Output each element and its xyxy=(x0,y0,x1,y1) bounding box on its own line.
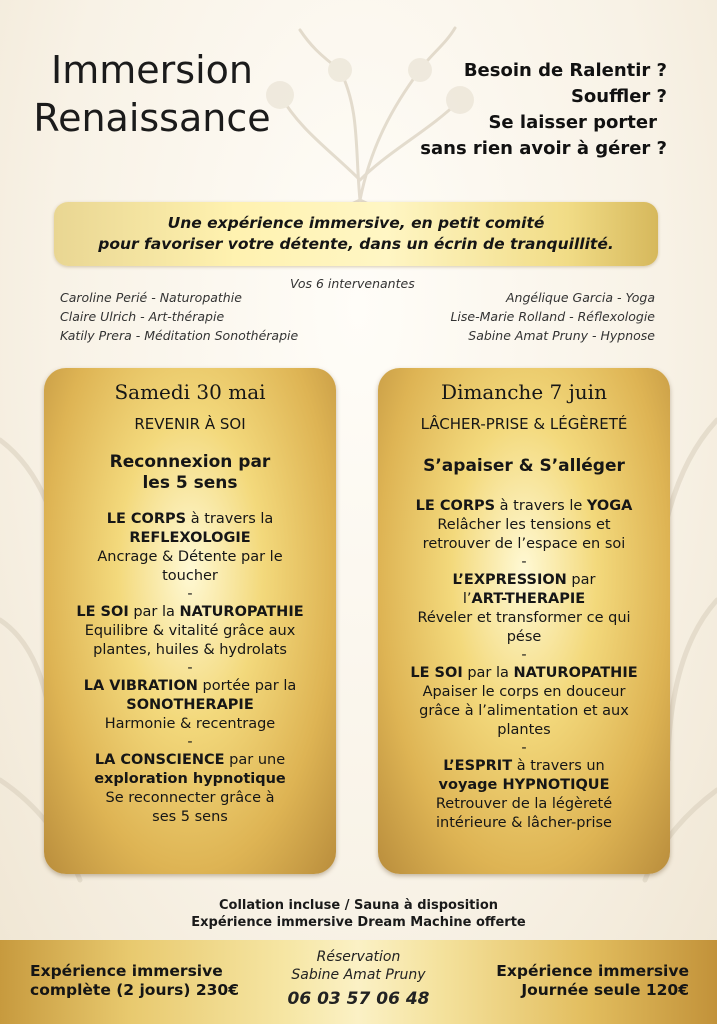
activity-block xyxy=(378,664,670,740)
activity-text: l’ xyxy=(462,591,472,607)
activity-title: L’ESPRIT xyxy=(443,758,513,774)
activity-block xyxy=(44,510,336,586)
separator: - xyxy=(187,734,193,750)
activity-block xyxy=(44,603,336,660)
phone-number[interactable]: 06 03 57 06 48 xyxy=(287,989,430,1009)
speaker-item: Sabine Amat Pruny - Hypnose xyxy=(468,328,655,343)
separator: - xyxy=(521,740,527,756)
activity-discipline: exploration hypnotique xyxy=(94,771,286,787)
reservation-name: Sabine Amat Pruny xyxy=(291,967,426,983)
price-full-line-2: complète (2 jours) 230€ xyxy=(30,981,239,999)
activity-desc: plantes xyxy=(497,722,551,738)
activity-text: par la xyxy=(128,604,180,620)
activity-desc: retrouver de l’espace en soi xyxy=(422,536,626,552)
day1-card xyxy=(44,368,336,874)
footer-note-2: Expérience immersive Dream Machine offerte xyxy=(191,915,526,930)
separator: - xyxy=(521,647,527,663)
activity-text: à travers la xyxy=(186,511,274,527)
activity-desc: Relâcher les tensions et xyxy=(437,517,611,533)
activity-block xyxy=(44,677,336,734)
activity-desc: Equilibre & vitalité grâce aux xyxy=(84,623,296,639)
activity-text: par xyxy=(566,572,596,588)
speaker-item: Claire Ulrich - Art-thérapie xyxy=(60,309,225,324)
activity-title: LE SOI xyxy=(410,665,463,681)
activity-title: LE CORPS xyxy=(106,511,187,527)
activity-desc: grâce à l’alimentation et aux xyxy=(419,703,629,719)
day1-headline-line-1: Reconnexion par xyxy=(109,452,271,472)
day1-activities xyxy=(44,510,336,827)
activity-text: à travers le xyxy=(495,498,587,514)
reservation-label: Réservation xyxy=(316,949,401,965)
questions-block xyxy=(347,58,667,162)
speaker-item: Lise-Marie Rolland - Réflexologie xyxy=(450,309,655,324)
activity-desc: pése xyxy=(506,629,542,645)
speakers-list-right xyxy=(450,288,655,345)
activity-block xyxy=(378,571,670,647)
activity-title: LA VIBRATION xyxy=(83,678,198,694)
activity-text: à travers un xyxy=(512,758,605,774)
activity-title: L’EXPRESSION xyxy=(452,572,567,588)
day1-date: Samedi 30 mai xyxy=(114,380,266,404)
price-full-line-1: Expérience immersive xyxy=(30,962,223,980)
footer-note-1: Collation incluse / Sauna à disposition xyxy=(218,898,499,913)
title-line-2: Renaissance xyxy=(33,96,271,140)
activity-block xyxy=(44,751,336,827)
activity-discipline: SONOTHERAPIE xyxy=(126,697,254,713)
activity-title: LE CORPS xyxy=(415,498,496,514)
activity-text: voyage xyxy=(438,777,503,793)
activity-text: par une xyxy=(224,752,286,768)
activity-discipline: NATUROPATHIE xyxy=(513,665,638,681)
speaker-item: Katily Prera - Méditation Sonothérapie xyxy=(60,328,299,343)
activity-desc: Retrouver de la légèreté xyxy=(435,796,613,812)
day2-activities xyxy=(378,497,670,833)
footer-notes xyxy=(0,897,717,931)
intro-banner xyxy=(54,202,658,266)
separator: - xyxy=(521,554,527,570)
activity-desc: ses 5 sens xyxy=(152,809,228,825)
speaker-item: Caroline Perié - Naturopathie xyxy=(60,290,242,305)
activity-discipline: YOGA xyxy=(586,498,633,514)
activity-discipline: NATUROPATHIE xyxy=(179,604,304,620)
activity-desc: intérieure & lâcher-prise xyxy=(436,815,612,831)
activity-desc: plantes, huiles & hydrolats xyxy=(93,642,287,658)
question-2: Souffler ? xyxy=(570,86,667,107)
activity-desc: Se reconnecter grâce à xyxy=(105,790,275,806)
activity-block xyxy=(378,757,670,833)
day1-headline xyxy=(44,452,336,494)
day1-headline-line-2: les 5 sens xyxy=(142,473,238,493)
activity-discipline: HYPNOTIQUE xyxy=(502,777,610,793)
separator: - xyxy=(187,660,193,676)
price-day xyxy=(496,962,689,1000)
day2-card xyxy=(378,368,670,874)
day2-date: Dimanche 7 juin xyxy=(441,380,607,404)
activity-title: LE SOI xyxy=(76,604,129,620)
speaker-item: Angélique Garcia - Yoga xyxy=(505,290,655,305)
activity-title: LA CONSCIENCE xyxy=(94,752,225,768)
question-3: Se laisser porter xyxy=(488,112,657,133)
separator: - xyxy=(187,586,193,602)
activity-text: portée par la xyxy=(197,678,297,694)
activity-text: par la xyxy=(462,665,514,681)
activity-desc: Harmonie & recentrage xyxy=(104,716,276,732)
activity-desc: Ancrage & Détente par le xyxy=(97,549,283,565)
day2-headline: S’apaiser & S’alléger xyxy=(423,456,625,476)
price-day-line-2: Journée seule 120€ xyxy=(521,981,689,999)
day1-theme: REVENIR À SOI xyxy=(134,415,246,433)
activity-desc: Réveler et transformer ce qui xyxy=(417,610,631,626)
price-day-line-1: Expérience immersive xyxy=(496,962,689,980)
activity-discipline: REFLEXOLOGIE xyxy=(129,530,251,546)
intro-line-2: pour favoriser votre détente, dans un écrin de tranquillité. xyxy=(98,235,614,253)
activity-block xyxy=(378,497,670,554)
question-1: Besoin de Ralentir ? xyxy=(463,60,667,81)
activity-desc: toucher xyxy=(162,568,218,584)
speakers-list-left xyxy=(60,288,298,345)
question-4: sans rien avoir à gérer ? xyxy=(420,138,667,159)
activity-desc: Apaiser le corps en douceur xyxy=(422,684,626,700)
title-line-1: Immersion xyxy=(51,48,253,92)
activity-discipline: ART-THERAPIE xyxy=(471,591,586,607)
page-title xyxy=(32,46,272,142)
intro-line-1: Une expérience immersive, en petit comité xyxy=(167,214,545,232)
speakers-label: Vos 6 intervenantes xyxy=(290,276,415,291)
day2-theme: LÂCHER-PRISE & LÉGÈRETÉ xyxy=(420,415,628,433)
